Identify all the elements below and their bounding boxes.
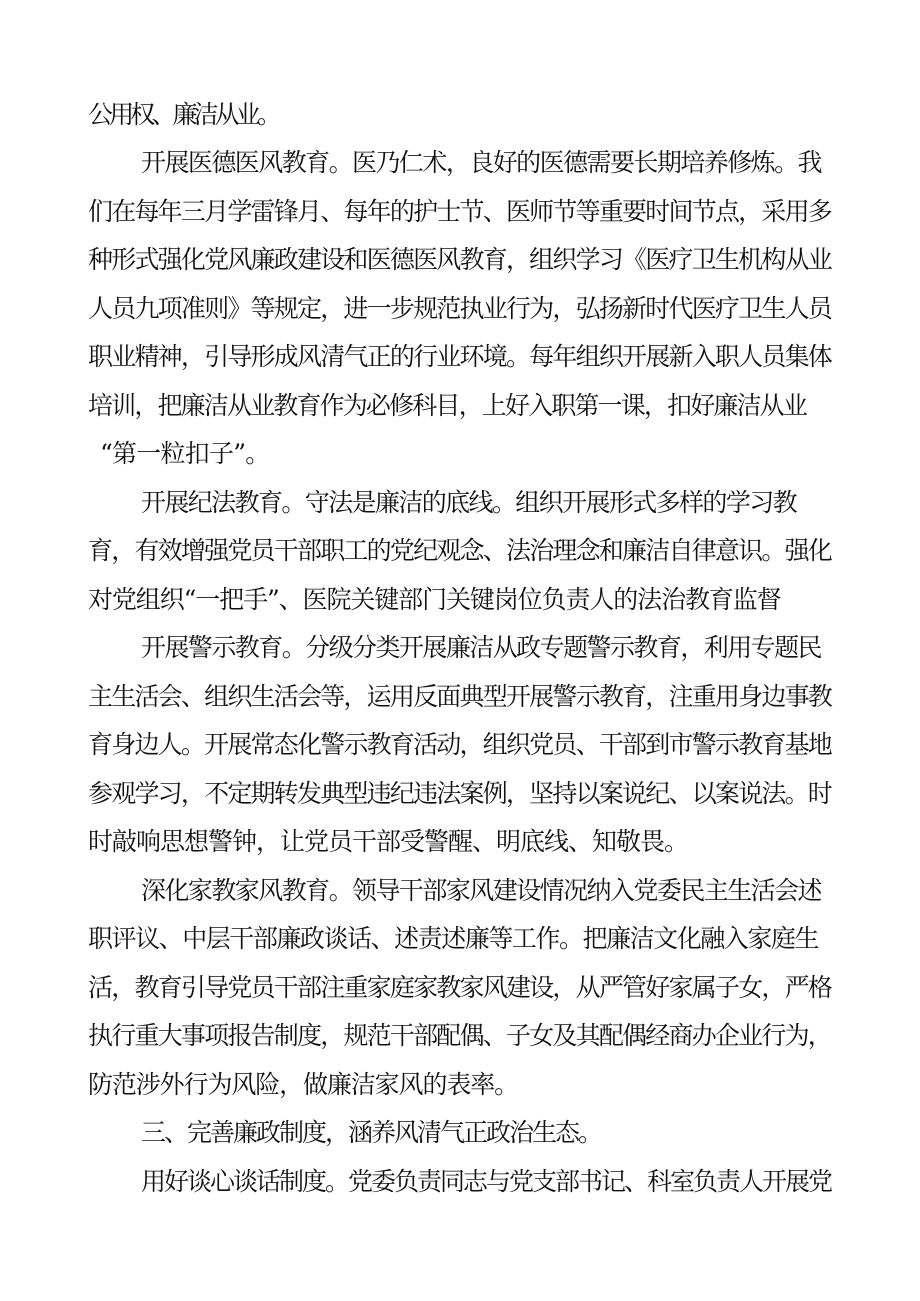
text-line-13: 主生活会、组织生活会等，运用反面典型开展警示教育，注重用身边事教: [88, 682, 832, 711]
text-line-1: 公用权、廉洁从业。: [88, 100, 279, 129]
text-line-17: 深化家教家风教育。领导干部家风建设情况纳入党委民主生活会述: [141, 876, 822, 905]
text-line-12: 开展警示教育。分级分类开展廉洁从政专题警示教育，利用专题民: [141, 633, 822, 662]
text-line-23: 用好谈心谈话制度。党委负责同志与党支部书记、科室负责人开展党: [141, 1167, 832, 1196]
text-line-10: 育，有效增强党员干部职工的党纪观念、法治理念和廉洁自律意识。强化: [88, 536, 832, 565]
text-line-5: 人员九项准则》等规定，进一步规范执业行为，弘扬新时代医疗卫生人员: [88, 294, 832, 323]
text-line-9: 开展纪法教育。守法是廉洁的底线。组织开展形式多样的学习教: [141, 488, 797, 517]
text-line-20: 执行重大事项报告制度，规范干部配偶、子女及其配偶经商办企业行为，: [88, 1021, 832, 1050]
text-line-15: 参观学习，不定期转发典型违纪违法案例，坚持以案说纪、以案说法。时: [88, 779, 832, 808]
text-line-2: 开展医德医风教育。医乃仁术，良好的医德需要长期培养修炼。我: [141, 148, 822, 177]
text-line-19: 活，教育引导党员干部注重家庭家教家风建设，从严管好家属子女，严格: [88, 973, 832, 1002]
text-line-11: 对党组织“一把手”、医院关键部门关键岗位负责人的法治教育监督: [88, 585, 781, 614]
text-line-6: 职业精神，引导形成风清气正的行业环境。每年组织开展新入职人员集体: [88, 342, 832, 371]
text-line-8: “第一粒扣子”。: [100, 439, 270, 468]
text-line-16: 时敲响思想警钟，让党员干部受警醒、明底线、知敬畏。: [88, 827, 689, 856]
text-line-21: 防范涉外行为风险，做廉洁家风的表率。: [88, 1070, 519, 1099]
text-line-14: 育身边人。开展常态化警示教育活动，组织党员、干部到市警示教育基地: [88, 730, 832, 759]
text-line-3: 们在每年三月学雷锋月、每年的护士节、医师节等重要时间节点，采用多: [88, 197, 832, 226]
text-line-4: 种形式强化党风廉政建设和医德医风教育，组织学习《医疗卫生机构从业: [88, 245, 832, 274]
text-line-18: 职评议、中层干部廉政谈话、述责述廉等工作。把廉洁文化融入家庭生: [88, 924, 819, 953]
text-line-7: 培训，把廉洁从业教育作为必修科目，上好入职第一课，扣好廉洁从业: [88, 391, 807, 420]
section-heading: 三、完善廉政制度，涵养风清气正政治生态。: [141, 1118, 602, 1147]
